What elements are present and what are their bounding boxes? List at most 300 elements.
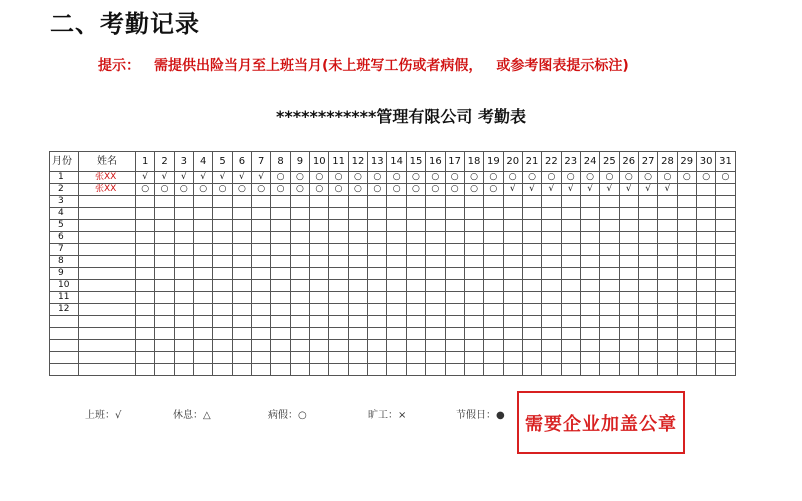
day-cell: [696, 352, 715, 364]
day-cell: [329, 208, 348, 220]
day-cell: [329, 244, 348, 256]
day-cell: [426, 292, 445, 304]
month-cell: 1: [50, 172, 79, 184]
day-cell: [232, 304, 251, 316]
day-cell: [464, 316, 483, 328]
day-cell: [580, 196, 599, 208]
day-cell: [290, 220, 309, 232]
day-cell: [136, 364, 155, 376]
day-cell: [445, 196, 464, 208]
day-cell: [696, 208, 715, 220]
day-cell: √: [503, 184, 522, 196]
day-cell: [329, 364, 348, 376]
day-cell: [194, 328, 213, 340]
day-cell: [638, 352, 657, 364]
day-cell: [387, 352, 406, 364]
day-cell: [600, 328, 619, 340]
day-cell: [329, 352, 348, 364]
day-cell: [213, 316, 232, 328]
day-cell: [368, 316, 387, 328]
table-row: [50, 232, 736, 244]
day-cell: √: [580, 184, 599, 196]
day-cell: [658, 364, 677, 376]
day-cell: [484, 316, 503, 328]
day-cell: [542, 352, 561, 364]
day-cell: [716, 208, 735, 220]
day-cell: [290, 340, 309, 352]
day-cell: [387, 208, 406, 220]
day-cell: [619, 268, 638, 280]
day-cell: [271, 196, 290, 208]
name-cell: [79, 244, 136, 256]
day-cell: [329, 340, 348, 352]
day-cell: [136, 292, 155, 304]
day-cell: [310, 196, 329, 208]
day-cell: [387, 292, 406, 304]
day-cell: ○: [426, 184, 445, 196]
day-cell: [174, 280, 193, 292]
day-header: 21: [522, 152, 541, 172]
day-cell: [271, 208, 290, 220]
day-cell: [503, 316, 522, 328]
day-cell: [252, 280, 271, 292]
day-cell: [329, 256, 348, 268]
day-cell: [542, 268, 561, 280]
day-cell: [600, 220, 619, 232]
name-cell: 张XX: [79, 172, 136, 184]
day-cell: [232, 328, 251, 340]
day-cell: [136, 256, 155, 268]
day-cell: [542, 316, 561, 328]
name-header: 姓名: [79, 152, 136, 172]
day-cell: [522, 232, 541, 244]
day-cell: [387, 196, 406, 208]
day-cell: [600, 316, 619, 328]
day-cell: [619, 304, 638, 316]
day-cell: [619, 316, 638, 328]
day-cell: [658, 232, 677, 244]
day-cell: [522, 352, 541, 364]
day-cell: [561, 364, 580, 376]
day-cell: [155, 268, 174, 280]
day-cell: [387, 364, 406, 376]
day-cell: [716, 328, 735, 340]
day-cell: [406, 268, 425, 280]
day-cell: ○: [136, 184, 155, 196]
month-cell: 2: [50, 184, 79, 196]
day-cell: [213, 244, 232, 256]
day-cell: [136, 316, 155, 328]
month-cell: 12: [50, 304, 79, 316]
day-cell: ○: [484, 172, 503, 184]
day-cell: [619, 220, 638, 232]
day-cell: [619, 256, 638, 268]
day-cell: [561, 244, 580, 256]
name-cell: [79, 280, 136, 292]
day-cell: √: [194, 172, 213, 184]
day-cell: [194, 196, 213, 208]
day-cell: [484, 256, 503, 268]
day-cell: [445, 244, 464, 256]
table-row: [50, 328, 736, 340]
day-cell: [271, 328, 290, 340]
day-cell: √: [561, 184, 580, 196]
day-cell: [677, 340, 696, 352]
month-cell: [50, 316, 79, 328]
day-cell: [310, 268, 329, 280]
day-cell: [677, 364, 696, 376]
day-header: 27: [638, 152, 657, 172]
day-cell: [252, 352, 271, 364]
day-cell: [600, 292, 619, 304]
day-cell: [387, 244, 406, 256]
day-cell: [213, 304, 232, 316]
day-cell: [561, 268, 580, 280]
day-cell: [580, 304, 599, 316]
day-cell: [174, 256, 193, 268]
day-cell: [677, 316, 696, 328]
day-cell: [368, 232, 387, 244]
day-cell: [580, 220, 599, 232]
month-cell: [50, 328, 79, 340]
day-cell: [271, 256, 290, 268]
day-cell: [213, 268, 232, 280]
day-cell: [310, 364, 329, 376]
day-cell: [232, 208, 251, 220]
day-cell: [619, 352, 638, 364]
day-cell: [600, 304, 619, 316]
table-header-row: [50, 152, 736, 172]
day-cell: [658, 220, 677, 232]
day-cell: [368, 352, 387, 364]
day-cell: [348, 328, 367, 340]
day-cell: [716, 352, 735, 364]
day-cell: [426, 220, 445, 232]
day-cell: [542, 340, 561, 352]
day-cell: [716, 268, 735, 280]
day-cell: [194, 316, 213, 328]
day-cell: [387, 328, 406, 340]
day-cell: [658, 268, 677, 280]
day-cell: [368, 268, 387, 280]
day-cell: [464, 220, 483, 232]
day-cell: [561, 280, 580, 292]
day-cell: [406, 340, 425, 352]
day-cell: [194, 268, 213, 280]
day-cell: ○: [522, 172, 541, 184]
day-header: 15: [406, 152, 425, 172]
day-cell: [484, 364, 503, 376]
day-cell: [445, 256, 464, 268]
name-cell: [79, 292, 136, 304]
day-header: 29: [677, 152, 696, 172]
day-cell: √: [252, 172, 271, 184]
day-cell: [638, 232, 657, 244]
month-cell: 3: [50, 196, 79, 208]
day-cell: [271, 340, 290, 352]
day-cell: [290, 232, 309, 244]
day-cell: [232, 196, 251, 208]
day-cell: [213, 256, 232, 268]
attendance-table: [49, 151, 736, 376]
day-cell: [658, 244, 677, 256]
day-cell: [136, 208, 155, 220]
day-cell: [484, 280, 503, 292]
day-cell: [484, 220, 503, 232]
table-row: [50, 364, 736, 376]
day-cell: [271, 220, 290, 232]
day-cell: ○: [445, 184, 464, 196]
day-cell: ○: [580, 172, 599, 184]
day-cell: [136, 352, 155, 364]
day-cell: [580, 208, 599, 220]
month-cell: 11: [50, 292, 79, 304]
legend-holiday: 节假日：●: [456, 410, 505, 421]
day-cell: [580, 364, 599, 376]
day-cell: [213, 340, 232, 352]
day-cell: √: [638, 184, 657, 196]
day-cell: [194, 256, 213, 268]
day-cell: [174, 196, 193, 208]
name-cell: 张XX: [79, 184, 136, 196]
day-cell: [194, 244, 213, 256]
day-cell: [290, 328, 309, 340]
day-cell: [696, 316, 715, 328]
day-cell: [136, 244, 155, 256]
day-header: 30: [696, 152, 715, 172]
day-cell: [348, 256, 367, 268]
day-cell: ○: [406, 172, 425, 184]
day-cell: [310, 292, 329, 304]
day-cell: [174, 340, 193, 352]
day-cell: [484, 340, 503, 352]
day-cell: [232, 268, 251, 280]
day-cell: [136, 328, 155, 340]
name-cell: [79, 220, 136, 232]
day-cell: [348, 352, 367, 364]
day-cell: ○: [464, 172, 483, 184]
table-row: [50, 244, 736, 256]
day-cell: [174, 364, 193, 376]
day-cell: [561, 220, 580, 232]
day-cell: [194, 292, 213, 304]
day-cell: [213, 232, 232, 244]
day-cell: [619, 232, 638, 244]
day-cell: ○: [484, 184, 503, 196]
table-row: [50, 292, 736, 304]
day-header: 1: [136, 152, 155, 172]
day-cell: [522, 316, 541, 328]
day-cell: [329, 232, 348, 244]
day-cell: [445, 316, 464, 328]
day-cell: [445, 328, 464, 340]
day-cell: √: [213, 172, 232, 184]
day-cell: [387, 268, 406, 280]
day-cell: [426, 304, 445, 316]
day-cell: [368, 256, 387, 268]
day-cell: [503, 268, 522, 280]
day-cell: [522, 220, 541, 232]
day-cell: [522, 304, 541, 316]
day-cell: [252, 340, 271, 352]
day-cell: ○: [464, 184, 483, 196]
day-cell: [561, 340, 580, 352]
day-cell: [194, 280, 213, 292]
day-cell: [638, 220, 657, 232]
day-cell: [252, 220, 271, 232]
day-cell: √: [600, 184, 619, 196]
day-cell: [484, 328, 503, 340]
day-cell: [406, 196, 425, 208]
day-cell: [155, 280, 174, 292]
hint-text-2: 或参考图表提示标注): [496, 58, 629, 74]
day-cell: [677, 268, 696, 280]
day-cell: [658, 340, 677, 352]
table-row: [50, 172, 736, 184]
day-cell: [503, 304, 522, 316]
day-cell: [252, 196, 271, 208]
day-header: 26: [619, 152, 638, 172]
day-cell: [406, 304, 425, 316]
month-cell: [50, 364, 79, 376]
day-cell: [329, 268, 348, 280]
day-cell: [155, 304, 174, 316]
day-cell: [619, 208, 638, 220]
day-cell: [600, 340, 619, 352]
section-heading: 二、考勤记录: [50, 10, 200, 38]
day-cell: [677, 280, 696, 292]
day-cell: [426, 328, 445, 340]
day-cell: [464, 292, 483, 304]
legend-rest: 休息：△: [173, 410, 211, 421]
month-cell: 9: [50, 268, 79, 280]
day-cell: [155, 244, 174, 256]
day-cell: [658, 304, 677, 316]
month-cell: 6: [50, 232, 79, 244]
day-cell: [696, 244, 715, 256]
day-cell: [290, 256, 309, 268]
day-cell: [213, 364, 232, 376]
day-cell: [638, 256, 657, 268]
day-cell: [387, 256, 406, 268]
day-cell: [252, 208, 271, 220]
day-cell: [600, 352, 619, 364]
month-cell: [50, 340, 79, 352]
day-cell: [426, 316, 445, 328]
day-cell: [484, 292, 503, 304]
day-cell: [155, 220, 174, 232]
day-cell: ○: [426, 172, 445, 184]
day-cell: ○: [348, 172, 367, 184]
day-cell: √: [232, 172, 251, 184]
day-cell: [174, 220, 193, 232]
day-cell: ○: [252, 184, 271, 196]
day-cell: [348, 232, 367, 244]
day-cell: [155, 256, 174, 268]
day-cell: [696, 280, 715, 292]
day-cell: [310, 256, 329, 268]
day-cell: [503, 340, 522, 352]
day-cell: [368, 292, 387, 304]
day-cell: [600, 232, 619, 244]
day-cell: [658, 208, 677, 220]
day-cell: [329, 220, 348, 232]
day-cell: [600, 196, 619, 208]
day-cell: [445, 364, 464, 376]
day-cell: [464, 196, 483, 208]
day-cell: [136, 280, 155, 292]
day-cell: ○: [155, 184, 174, 196]
day-cell: [252, 256, 271, 268]
day-cell: [252, 304, 271, 316]
day-cell: [561, 256, 580, 268]
hint-line: [98, 55, 629, 75]
day-cell: [290, 316, 309, 328]
hint-label: 提示：: [98, 58, 140, 74]
day-cell: [580, 292, 599, 304]
day-cell: [271, 232, 290, 244]
day-cell: [464, 208, 483, 220]
day-cell: [271, 268, 290, 280]
day-cell: [658, 328, 677, 340]
day-header: 16: [426, 152, 445, 172]
day-cell: [406, 328, 425, 340]
day-cell: [464, 340, 483, 352]
day-cell: [503, 256, 522, 268]
day-header: 2: [155, 152, 174, 172]
day-cell: [348, 196, 367, 208]
day-cell: [290, 244, 309, 256]
day-cell: [522, 328, 541, 340]
day-cell: [542, 292, 561, 304]
month-cell: 5: [50, 220, 79, 232]
day-cell: [638, 364, 657, 376]
day-cell: [522, 280, 541, 292]
day-cell: [503, 352, 522, 364]
day-cell: [464, 268, 483, 280]
day-cell: [677, 256, 696, 268]
day-cell: [696, 184, 715, 196]
day-cell: [368, 220, 387, 232]
day-cell: [213, 220, 232, 232]
day-cell: [406, 232, 425, 244]
name-cell: [79, 232, 136, 244]
day-cell: [696, 340, 715, 352]
month-cell: 8: [50, 256, 79, 268]
day-cell: [426, 268, 445, 280]
day-cell: [406, 244, 425, 256]
day-cell: [542, 280, 561, 292]
day-cell: ○: [542, 172, 561, 184]
day-cell: [329, 292, 348, 304]
day-cell: [387, 232, 406, 244]
day-cell: [542, 364, 561, 376]
day-cell: [619, 340, 638, 352]
day-cell: [716, 184, 735, 196]
day-cell: [580, 352, 599, 364]
day-cell: [271, 304, 290, 316]
day-cell: ○: [174, 184, 193, 196]
day-cell: [561, 316, 580, 328]
day-cell: ○: [387, 184, 406, 196]
legend-absent: 旷工：×: [368, 410, 407, 421]
day-cell: √: [522, 184, 541, 196]
day-cell: [213, 280, 232, 292]
day-cell: [406, 208, 425, 220]
day-cell: [136, 268, 155, 280]
day-cell: [503, 220, 522, 232]
day-cell: [174, 328, 193, 340]
